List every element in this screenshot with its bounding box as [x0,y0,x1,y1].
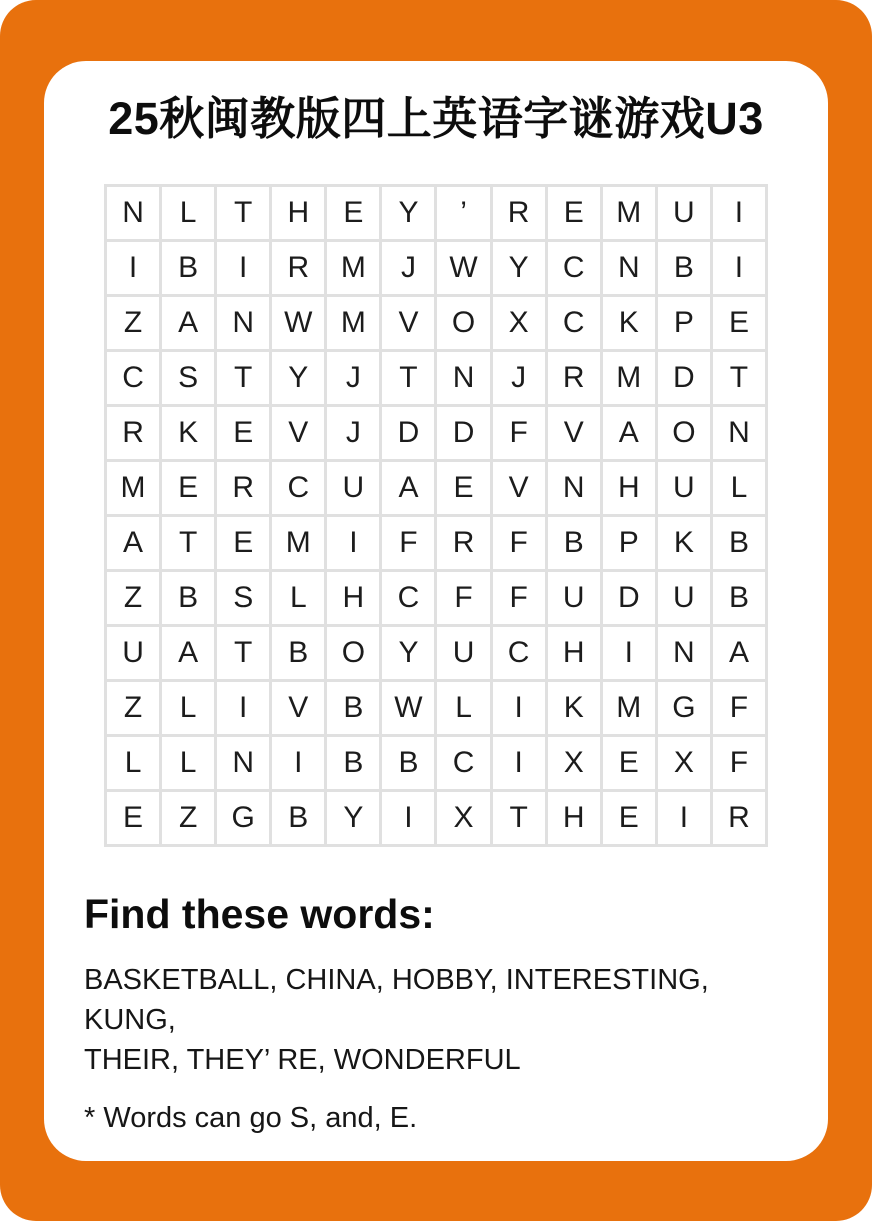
grid-cell: I [382,792,434,844]
grid-cell: U [658,187,710,239]
grid-cell: L [437,682,489,734]
grid-cell: N [217,297,269,349]
grid-cell: J [382,242,434,294]
grid-cell: B [327,682,379,734]
grid-cell: E [713,297,765,349]
grid-cell: M [272,517,324,569]
grid-cell: K [548,682,600,734]
grid-cell: Y [327,792,379,844]
grid-cell: B [162,572,214,624]
grid-cell: E [437,462,489,514]
grid-cell: N [437,352,489,404]
grid-cell: A [162,627,214,679]
grid-cell: I [493,682,545,734]
grid-cell: B [272,792,324,844]
grid-cell: R [272,242,324,294]
grid-cell: B [548,517,600,569]
grid-cell: M [107,462,159,514]
grid-cell: T [382,352,434,404]
grid-cell: F [713,682,765,734]
grid-cell: L [162,187,214,239]
grid-cell: Y [382,627,434,679]
grid-cell: M [327,242,379,294]
grid-cell: G [217,792,269,844]
grid-cell: A [107,517,159,569]
grid-cell: N [603,242,655,294]
grid-cell: H [548,792,600,844]
grid-cell: E [603,737,655,789]
grid-cell: C [437,737,489,789]
grid-cell: N [548,462,600,514]
grid-cell: I [713,242,765,294]
grid-cell: V [272,407,324,459]
grid-cell: T [493,792,545,844]
word-list [44,938,828,1080]
grid-cell: M [603,352,655,404]
grid-cell: B [713,572,765,624]
grid-cell: L [272,572,324,624]
grid-cell: N [217,737,269,789]
grid-cell: L [162,682,214,734]
grid-cell: S [162,352,214,404]
grid-cell: H [327,572,379,624]
grid-cell: L [162,737,214,789]
grid-cell: V [272,682,324,734]
grid-cell: V [493,462,545,514]
grid-cell: F [437,572,489,624]
grid-cell: H [548,627,600,679]
grid-cell: X [437,792,489,844]
grid-cell: X [548,737,600,789]
grid-cell: B [162,242,214,294]
grid-cell: W [272,297,324,349]
grid-cell: F [713,737,765,789]
grid-cell: L [107,737,159,789]
grid-cell: I [603,627,655,679]
grid-cell: U [327,462,379,514]
grid-cell: R [107,407,159,459]
grid-cell: K [603,297,655,349]
grid-cell: W [437,242,489,294]
grid-cell: Y [272,352,324,404]
grid-cell: I [713,187,765,239]
grid-cell: X [658,737,710,789]
grid-cell: V [548,407,600,459]
grid-cell: B [272,627,324,679]
grid-cell: U [107,627,159,679]
grid-cell: E [217,407,269,459]
grid-cell: I [493,737,545,789]
grid-cell: B [713,517,765,569]
page-title: 25秋闽教版四上英语字谜游戏U3 [108,93,764,144]
directions-note: * Words can go S, and, E. [84,1102,418,1134]
grid-cell: C [382,572,434,624]
grid-cell: D [382,407,434,459]
grid-cell: J [327,407,379,459]
grid-cell: T [217,187,269,239]
grid-cell: I [217,242,269,294]
grid-cell: F [493,407,545,459]
grid-cell: I [658,792,710,844]
grid-cell: U [437,627,489,679]
grid-cell: V [382,297,434,349]
grid-cell: C [548,297,600,349]
grid-cell: L [713,462,765,514]
grid-cell: S [217,572,269,624]
grid-cell: F [493,517,545,569]
grid-cell: B [658,242,710,294]
grid-cell: E [603,792,655,844]
grid-cell: D [658,352,710,404]
grid-cell: M [603,187,655,239]
grid-cell: A [162,297,214,349]
grid-cell: C [107,352,159,404]
grid-cell: U [658,572,710,624]
grid-cell: I [107,242,159,294]
grid-cell: T [162,517,214,569]
grid-cell: X [493,297,545,349]
grid-cell: D [437,407,489,459]
grid-cell: I [272,737,324,789]
grid-cell: P [603,517,655,569]
grid-cell: N [713,407,765,459]
grid-cell: ’ [437,187,489,239]
grid-cell: E [327,187,379,239]
grid-cell: I [327,517,379,569]
grid-cell: Y [382,187,434,239]
word-list-line-2: THEIR, THEY’ RE, WONDERFUL [84,1044,521,1076]
grid-cell: R [548,352,600,404]
grid-cell: B [327,737,379,789]
grid-cell: O [658,407,710,459]
grid-cell: M [327,297,379,349]
grid-cell: U [658,462,710,514]
grid-cell: Z [162,792,214,844]
grid-cell: P [658,297,710,349]
grid-cell: N [658,627,710,679]
grid-cell: M [603,682,655,734]
grid-cell: J [327,352,379,404]
grid-cell: A [382,462,434,514]
grid-cell: H [603,462,655,514]
grid-cell: E [162,462,214,514]
grid-cell: E [548,187,600,239]
grid-cell: J [493,352,545,404]
grid-cell: E [217,517,269,569]
grid-cell: R [493,187,545,239]
grid-cell: R [217,462,269,514]
grid-cell: T [217,627,269,679]
grid-cell: T [713,352,765,404]
grid-cell: Z [107,572,159,624]
grid-cell: C [493,627,545,679]
find-words-heading: Find these words: [84,891,435,937]
grid-cell: F [493,572,545,624]
worksheet-card [44,61,828,1161]
grid-cell: Y [493,242,545,294]
grid-cell: I [217,682,269,734]
grid-cell: A [713,627,765,679]
grid-cell: U [548,572,600,624]
grid-cell: W [382,682,434,734]
grid-cell: H [272,187,324,239]
grid-cell: E [107,792,159,844]
grid-cell: G [658,682,710,734]
grid-cell: D [603,572,655,624]
word-list-line-1: BASKETBALL, CHINA, HOBBY, INTERESTING, KUNG, [84,964,709,1036]
grid-cell: C [272,462,324,514]
grid-cell: K [162,407,214,459]
grid-cell: K [658,517,710,569]
grid-cell: A [603,407,655,459]
grid-cell: O [437,297,489,349]
grid-cell: R [437,517,489,569]
grid-cell: B [382,737,434,789]
word-search-grid [104,184,768,847]
grid-cell: Z [107,297,159,349]
grid-cell: T [217,352,269,404]
grid-cell: Z [107,682,159,734]
grid-cell: F [382,517,434,569]
grid-cell: N [107,187,159,239]
grid-cell: R [713,792,765,844]
grid-cell: O [327,627,379,679]
grid-cell: C [548,242,600,294]
